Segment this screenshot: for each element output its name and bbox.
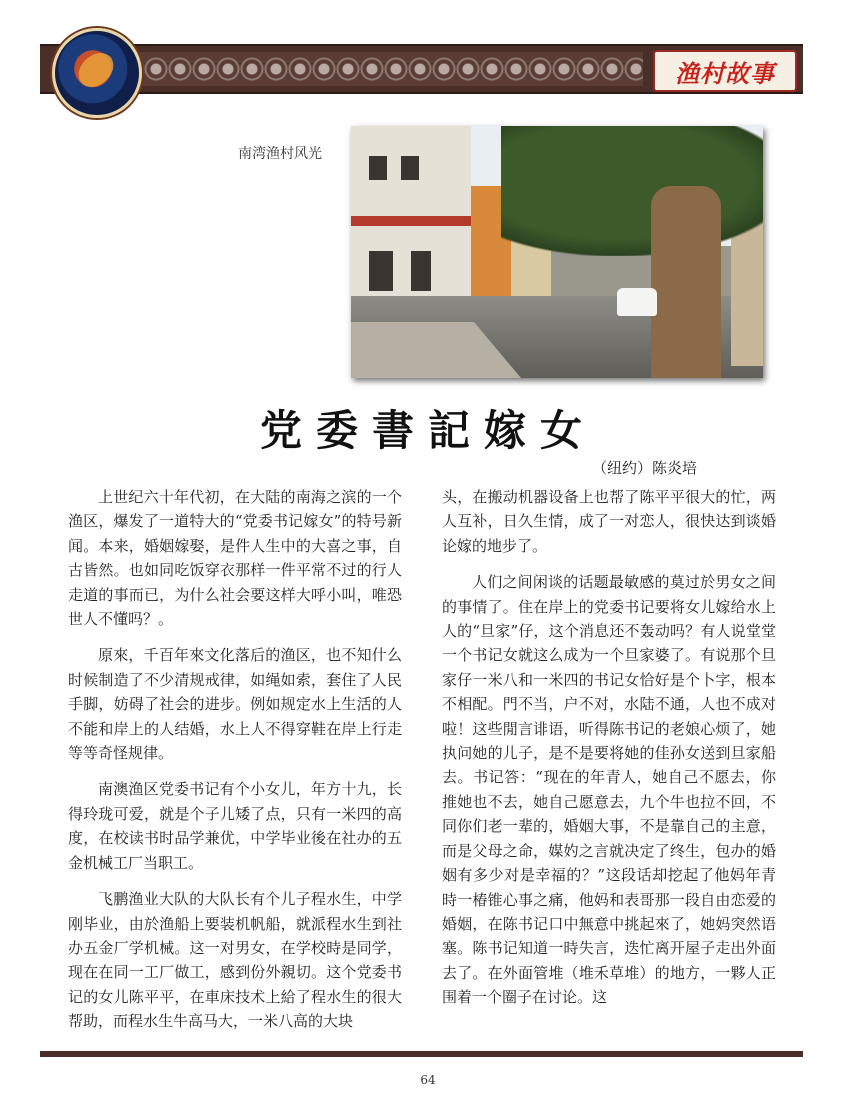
footer-rule: [40, 1051, 803, 1057]
article-byline: （纽约）陈炎培: [592, 459, 698, 477]
paragraph: 飞鹏渔业大队的大队长有个儿子程水生，中学刚毕业，由於渔船上要装机帆船，就派程水生到社办五金厂学机械。这一对男女，在学校時是同学，现在在同一工厂做工，感到份外親切。这个党委书记的女儿陈平平，在車床技术上給了程水生的很大帮助，而程水生牛高马大，一米八高的大块: [68, 890, 402, 1031]
paragraph: 原來，千百年來文化落后的渔区，也不知什么时候制造了不少清规戒律，如绳如索，套住了人民手脚，妨碍了社会的进步。例如规定水上生活的人不能和岸上的人结婚，水上人不得穿鞋在岸上行走等等奇怪规律。: [68, 646, 402, 763]
paragraph: 上世纪六十年代初，在大陆的南海之滨的一个渔区，爆发了一道特大的“党委书记嫁女”的特号新闻。本来，婚姻嫁娶，是件人生中的大喜之事，自古皆然。也如同吃饭穿衣那样一件平常不过的行人走道的事而已，为什么社会要这样大呼小叫，唯恐世人不懂吗？。: [68, 488, 402, 629]
section-title: 渔村故事: [675, 59, 775, 88]
section-title-box: [653, 50, 797, 92]
right-column: [442, 485, 776, 1022]
photo-caption: 南湾渔村风光: [238, 146, 322, 162]
fish-emblem-icon: [52, 28, 142, 118]
article-title: 党委書記嫁女: [259, 406, 596, 455]
left-column: [68, 485, 402, 1046]
paragraph: 头，在搬动机器设备上也帮了陈平平很大的忙，两人互补，日久生情，成了一对恋人，很快达到谈婚论嫁的地步了。: [442, 488, 776, 555]
village-street-photo: [351, 126, 763, 378]
fish-shape: [72, 48, 119, 91]
header-banner: [40, 44, 803, 94]
paragraph: 南澳渔区党委书记有个小女儿，年方十九，长得玲珑可爱，就是个子儿矮了点，只有一米四的高度，在校读书时品学兼优，中学毕业後在社办的五金机械工厂当职工。: [68, 780, 402, 872]
paragraph: 人们之间闲谈的话题最敏感的莫过於男女之间的事情了。住在岸上的党委书记要将女儿嫁给水上人的“旦家”仔，这个消息还不轰动吗？有人说堂堂一个书记女就这么成为一个旦家婆了。有说那个旦家仔一米八和一米四的书记女恰好是个卜字，根本不相配。門不当，户不对，水陆不通，人也不成对啦！这些閒言诽语，听得陈书记的老娘心烦了，她执问她的儿子，是不是要将她的佳孙女送到旦家船去。书记答：“现在的年青人，她自己不愿去，你推她也不去，她自己愿意去，九个牛也拉不回，不同你们老一辈的，婚姻大事，不是靠自己的主意，而是父母之命，媒妁之言就决定了终生，包办的婚姻有多少对是幸福的？”这段话却挖起了他妈年青時一椿锥心事之痛，他妈和表哥那一段自由恋爱的婚姻，在陈书记口中無意中挑起來了，她妈突然语塞。陈书记知道一時失言，迭忙离开屋子走出外面去了。在外面管堆（堆禾草堆）的地方，一夥人正围着一个圈子在讨论。这: [442, 573, 776, 1007]
banner-ornament: [120, 52, 643, 86]
page-number: 64: [420, 1073, 436, 1087]
